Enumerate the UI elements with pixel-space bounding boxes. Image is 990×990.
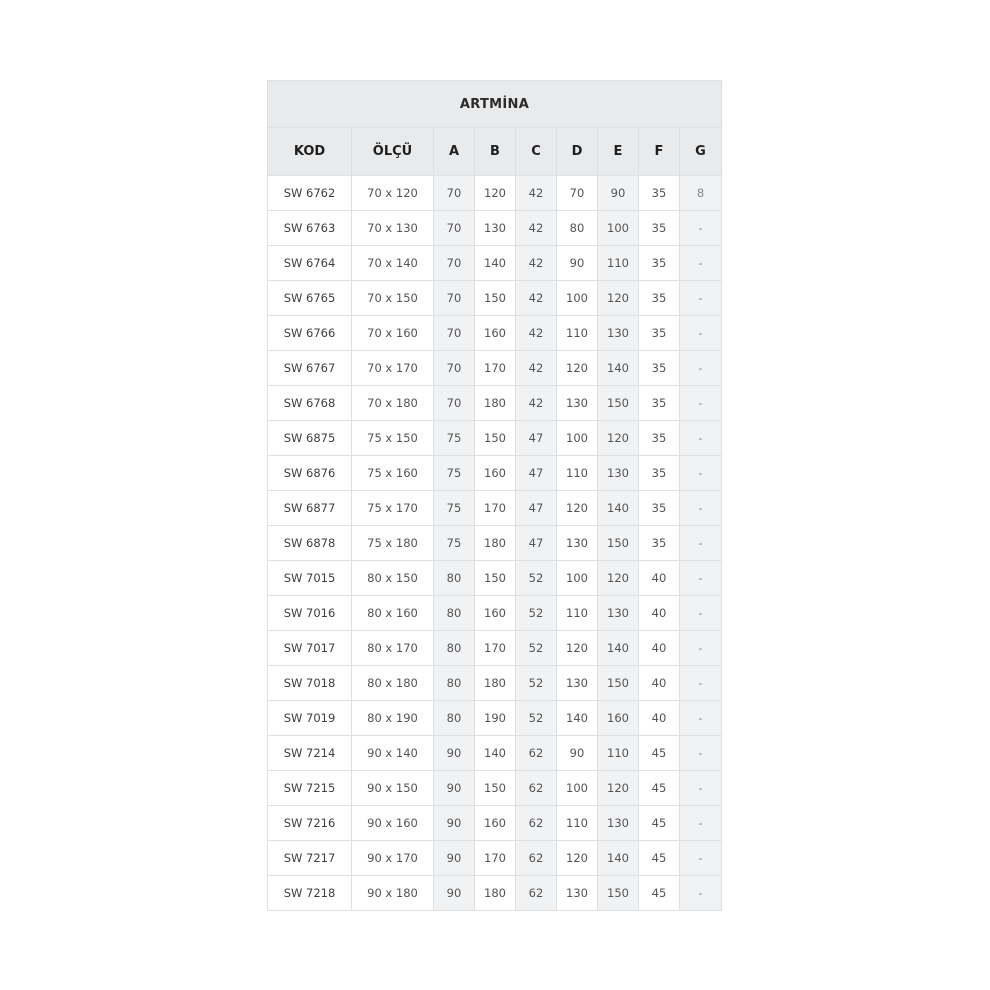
cell-olcu: 75 x 150 bbox=[352, 421, 434, 456]
table-title: ARTMİNA bbox=[268, 81, 722, 128]
cell-kod: SW 7214 bbox=[268, 736, 352, 771]
cell-a: 70 bbox=[434, 386, 475, 421]
cell-b: 140 bbox=[475, 736, 516, 771]
cell-kod: SW 6768 bbox=[268, 386, 352, 421]
table-row bbox=[268, 421, 722, 456]
cell-olcu: 80 x 160 bbox=[352, 596, 434, 631]
table-row bbox=[268, 316, 722, 351]
cell-f: 35 bbox=[639, 246, 680, 281]
cell-olcu: 70 x 120 bbox=[352, 176, 434, 211]
cell-e: 120 bbox=[598, 561, 639, 596]
cell-c: 42 bbox=[516, 211, 557, 246]
table-row bbox=[268, 806, 722, 841]
cell-e: 150 bbox=[598, 876, 639, 911]
cell-g: - bbox=[680, 806, 722, 841]
cell-f: 35 bbox=[639, 456, 680, 491]
cell-a: 90 bbox=[434, 806, 475, 841]
cell-e: 130 bbox=[598, 596, 639, 631]
table-row bbox=[268, 771, 722, 806]
header-g: G bbox=[680, 128, 722, 176]
cell-a: 90 bbox=[434, 736, 475, 771]
table-row bbox=[268, 386, 722, 421]
cell-olcu: 90 x 160 bbox=[352, 806, 434, 841]
cell-e: 120 bbox=[598, 281, 639, 316]
cell-kod: SW 7216 bbox=[268, 806, 352, 841]
table-row bbox=[268, 596, 722, 631]
cell-f: 40 bbox=[639, 701, 680, 736]
cell-d: 110 bbox=[557, 456, 598, 491]
cell-a: 80 bbox=[434, 561, 475, 596]
cell-f: 35 bbox=[639, 386, 680, 421]
cell-d: 110 bbox=[557, 316, 598, 351]
cell-g: - bbox=[680, 771, 722, 806]
cell-kod: SW 6765 bbox=[268, 281, 352, 316]
cell-d: 80 bbox=[557, 211, 598, 246]
cell-b: 170 bbox=[475, 631, 516, 666]
cell-a: 80 bbox=[434, 596, 475, 631]
cell-b: 160 bbox=[475, 456, 516, 491]
cell-d: 90 bbox=[557, 736, 598, 771]
cell-olcu: 70 x 130 bbox=[352, 211, 434, 246]
cell-c: 47 bbox=[516, 526, 557, 561]
cell-e: 140 bbox=[598, 841, 639, 876]
cell-e: 110 bbox=[598, 246, 639, 281]
header-olcu: ÖLÇÜ bbox=[352, 128, 434, 176]
cell-f: 35 bbox=[639, 421, 680, 456]
cell-olcu: 75 x 160 bbox=[352, 456, 434, 491]
header-b: B bbox=[475, 128, 516, 176]
cell-e: 120 bbox=[598, 771, 639, 806]
cell-kod: SW 7218 bbox=[268, 876, 352, 911]
cell-g: - bbox=[680, 666, 722, 701]
cell-c: 47 bbox=[516, 456, 557, 491]
cell-g: - bbox=[680, 246, 722, 281]
cell-f: 45 bbox=[639, 841, 680, 876]
cell-f: 35 bbox=[639, 176, 680, 211]
cell-f: 35 bbox=[639, 351, 680, 386]
cell-olcu: 80 x 150 bbox=[352, 561, 434, 596]
cell-b: 160 bbox=[475, 806, 516, 841]
cell-d: 120 bbox=[557, 841, 598, 876]
cell-g: - bbox=[680, 736, 722, 771]
cell-e: 120 bbox=[598, 421, 639, 456]
cell-kod: SW 6876 bbox=[268, 456, 352, 491]
cell-c: 42 bbox=[516, 246, 557, 281]
table-row bbox=[268, 246, 722, 281]
cell-olcu: 80 x 190 bbox=[352, 701, 434, 736]
cell-e: 140 bbox=[598, 491, 639, 526]
cell-c: 42 bbox=[516, 176, 557, 211]
cell-d: 100 bbox=[557, 561, 598, 596]
cell-d: 130 bbox=[557, 666, 598, 701]
cell-kod: SW 6767 bbox=[268, 351, 352, 386]
table-row bbox=[268, 666, 722, 701]
cell-f: 45 bbox=[639, 771, 680, 806]
cell-e: 100 bbox=[598, 211, 639, 246]
cell-g: - bbox=[680, 281, 722, 316]
cell-c: 42 bbox=[516, 386, 557, 421]
cell-g: - bbox=[680, 841, 722, 876]
cell-a: 70 bbox=[434, 176, 475, 211]
cell-d: 110 bbox=[557, 806, 598, 841]
cell-b: 180 bbox=[475, 526, 516, 561]
cell-c: 52 bbox=[516, 596, 557, 631]
cell-c: 62 bbox=[516, 841, 557, 876]
cell-d: 130 bbox=[557, 876, 598, 911]
cell-b: 150 bbox=[475, 771, 516, 806]
cell-olcu: 70 x 160 bbox=[352, 316, 434, 351]
cell-kod: SW 7019 bbox=[268, 701, 352, 736]
header-d: D bbox=[557, 128, 598, 176]
cell-f: 40 bbox=[639, 596, 680, 631]
cell-b: 190 bbox=[475, 701, 516, 736]
cell-e: 150 bbox=[598, 526, 639, 561]
cell-g: - bbox=[680, 491, 722, 526]
table-header-row bbox=[268, 128, 722, 176]
cell-g: - bbox=[680, 456, 722, 491]
cell-g: 8 bbox=[680, 176, 722, 211]
cell-c: 47 bbox=[516, 491, 557, 526]
cell-f: 40 bbox=[639, 666, 680, 701]
cell-kod: SW 7215 bbox=[268, 771, 352, 806]
table-row bbox=[268, 351, 722, 386]
cell-olcu: 70 x 170 bbox=[352, 351, 434, 386]
table-row bbox=[268, 631, 722, 666]
table-row bbox=[268, 736, 722, 771]
cell-e: 110 bbox=[598, 736, 639, 771]
cell-d: 130 bbox=[557, 386, 598, 421]
cell-b: 140 bbox=[475, 246, 516, 281]
cell-g: - bbox=[680, 421, 722, 456]
table-row bbox=[268, 526, 722, 561]
cell-olcu: 80 x 170 bbox=[352, 631, 434, 666]
cell-d: 100 bbox=[557, 281, 598, 316]
cell-b: 180 bbox=[475, 666, 516, 701]
cell-b: 150 bbox=[475, 421, 516, 456]
cell-b: 180 bbox=[475, 386, 516, 421]
cell-a: 70 bbox=[434, 316, 475, 351]
cell-kod: SW 7016 bbox=[268, 596, 352, 631]
cell-d: 90 bbox=[557, 246, 598, 281]
cell-b: 160 bbox=[475, 316, 516, 351]
cell-kod: SW 6764 bbox=[268, 246, 352, 281]
cell-f: 35 bbox=[639, 491, 680, 526]
cell-g: - bbox=[680, 876, 722, 911]
cell-c: 47 bbox=[516, 421, 557, 456]
cell-f: 40 bbox=[639, 631, 680, 666]
cell-kod: SW 6875 bbox=[268, 421, 352, 456]
cell-b: 160 bbox=[475, 596, 516, 631]
cell-olcu: 90 x 170 bbox=[352, 841, 434, 876]
cell-c: 62 bbox=[516, 876, 557, 911]
cell-a: 75 bbox=[434, 421, 475, 456]
cell-a: 80 bbox=[434, 701, 475, 736]
cell-f: 35 bbox=[639, 316, 680, 351]
header-a: A bbox=[434, 128, 475, 176]
cell-olcu: 70 x 140 bbox=[352, 246, 434, 281]
cell-b: 170 bbox=[475, 491, 516, 526]
cell-a: 90 bbox=[434, 876, 475, 911]
cell-olcu: 70 x 150 bbox=[352, 281, 434, 316]
cell-a: 70 bbox=[434, 246, 475, 281]
cell-g: - bbox=[680, 211, 722, 246]
cell-e: 90 bbox=[598, 176, 639, 211]
cell-c: 52 bbox=[516, 561, 557, 596]
cell-a: 90 bbox=[434, 771, 475, 806]
dimension-table-container bbox=[267, 80, 721, 911]
cell-f: 40 bbox=[639, 561, 680, 596]
table-row bbox=[268, 701, 722, 736]
cell-e: 140 bbox=[598, 351, 639, 386]
cell-kod: SW 6878 bbox=[268, 526, 352, 561]
header-kod: KOD bbox=[268, 128, 352, 176]
header-e: E bbox=[598, 128, 639, 176]
cell-olcu: 70 x 180 bbox=[352, 386, 434, 421]
cell-b: 180 bbox=[475, 876, 516, 911]
cell-kod: SW 7217 bbox=[268, 841, 352, 876]
cell-b: 170 bbox=[475, 841, 516, 876]
cell-c: 52 bbox=[516, 666, 557, 701]
cell-b: 150 bbox=[475, 561, 516, 596]
table-row bbox=[268, 456, 722, 491]
cell-f: 45 bbox=[639, 876, 680, 911]
cell-d: 110 bbox=[557, 596, 598, 631]
cell-e: 160 bbox=[598, 701, 639, 736]
cell-g: - bbox=[680, 596, 722, 631]
cell-c: 52 bbox=[516, 701, 557, 736]
cell-kod: SW 6763 bbox=[268, 211, 352, 246]
cell-kod: SW 6877 bbox=[268, 491, 352, 526]
table-title-row bbox=[268, 81, 722, 128]
cell-olcu: 90 x 150 bbox=[352, 771, 434, 806]
table-row bbox=[268, 561, 722, 596]
cell-a: 80 bbox=[434, 631, 475, 666]
cell-kod: SW 6766 bbox=[268, 316, 352, 351]
cell-d: 100 bbox=[557, 771, 598, 806]
cell-olcu: 80 x 180 bbox=[352, 666, 434, 701]
cell-a: 75 bbox=[434, 526, 475, 561]
cell-olcu: 75 x 170 bbox=[352, 491, 434, 526]
cell-d: 100 bbox=[557, 421, 598, 456]
cell-d: 120 bbox=[557, 491, 598, 526]
cell-a: 80 bbox=[434, 666, 475, 701]
cell-olcu: 90 x 140 bbox=[352, 736, 434, 771]
cell-kod: SW 7017 bbox=[268, 631, 352, 666]
table-row bbox=[268, 876, 722, 911]
cell-e: 140 bbox=[598, 631, 639, 666]
cell-a: 70 bbox=[434, 281, 475, 316]
cell-c: 62 bbox=[516, 806, 557, 841]
cell-g: - bbox=[680, 386, 722, 421]
cell-c: 42 bbox=[516, 281, 557, 316]
cell-g: - bbox=[680, 526, 722, 561]
cell-g: - bbox=[680, 561, 722, 596]
cell-a: 70 bbox=[434, 211, 475, 246]
cell-f: 45 bbox=[639, 806, 680, 841]
cell-f: 35 bbox=[639, 211, 680, 246]
cell-b: 130 bbox=[475, 211, 516, 246]
cell-d: 120 bbox=[557, 631, 598, 666]
table-row bbox=[268, 491, 722, 526]
cell-g: - bbox=[680, 701, 722, 736]
cell-b: 150 bbox=[475, 281, 516, 316]
cell-a: 70 bbox=[434, 351, 475, 386]
cell-a: 75 bbox=[434, 491, 475, 526]
cell-g: - bbox=[680, 316, 722, 351]
table-row bbox=[268, 211, 722, 246]
table-row bbox=[268, 176, 722, 211]
cell-e: 150 bbox=[598, 666, 639, 701]
cell-olcu: 90 x 180 bbox=[352, 876, 434, 911]
cell-a: 75 bbox=[434, 456, 475, 491]
cell-f: 35 bbox=[639, 281, 680, 316]
cell-c: 42 bbox=[516, 316, 557, 351]
cell-c: 62 bbox=[516, 736, 557, 771]
cell-e: 130 bbox=[598, 806, 639, 841]
cell-e: 150 bbox=[598, 386, 639, 421]
cell-g: - bbox=[680, 351, 722, 386]
cell-b: 170 bbox=[475, 351, 516, 386]
cell-c: 42 bbox=[516, 351, 557, 386]
table-body bbox=[268, 176, 722, 911]
header-c: C bbox=[516, 128, 557, 176]
cell-kod: SW 6762 bbox=[268, 176, 352, 211]
cell-kod: SW 7015 bbox=[268, 561, 352, 596]
cell-b: 120 bbox=[475, 176, 516, 211]
cell-f: 35 bbox=[639, 526, 680, 561]
cell-d: 120 bbox=[557, 351, 598, 386]
cell-d: 130 bbox=[557, 526, 598, 561]
cell-a: 90 bbox=[434, 841, 475, 876]
cell-e: 130 bbox=[598, 316, 639, 351]
table-row bbox=[268, 841, 722, 876]
cell-f: 45 bbox=[639, 736, 680, 771]
cell-d: 70 bbox=[557, 176, 598, 211]
cell-c: 62 bbox=[516, 771, 557, 806]
cell-olcu: 75 x 180 bbox=[352, 526, 434, 561]
dimension-table bbox=[267, 80, 722, 911]
cell-c: 52 bbox=[516, 631, 557, 666]
cell-d: 140 bbox=[557, 701, 598, 736]
cell-kod: SW 7018 bbox=[268, 666, 352, 701]
table-row bbox=[268, 281, 722, 316]
cell-g: - bbox=[680, 631, 722, 666]
header-f: F bbox=[639, 128, 680, 176]
cell-e: 130 bbox=[598, 456, 639, 491]
